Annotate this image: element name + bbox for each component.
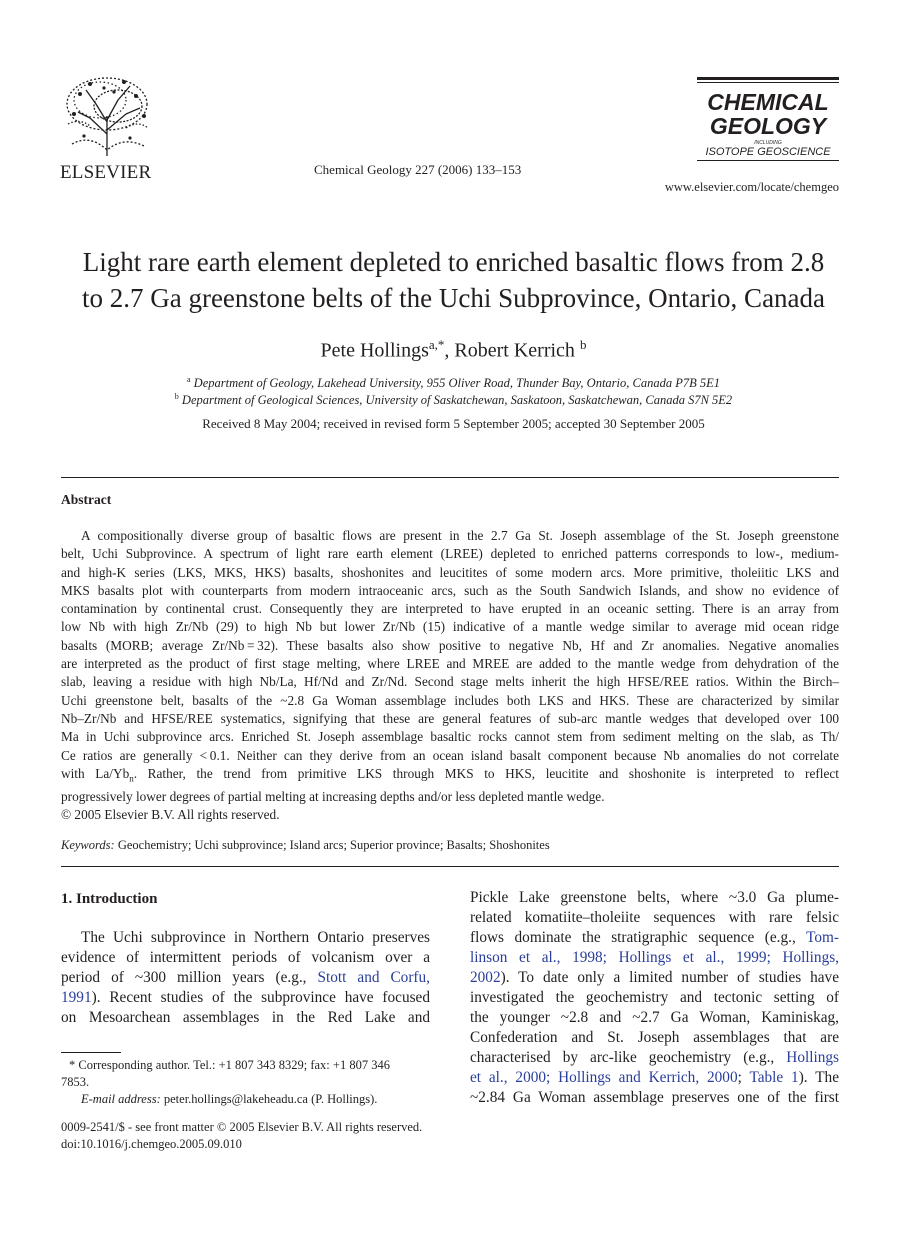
footnote-rule — [61, 1052, 121, 1053]
journal-name-line2: GEOLOGY — [709, 113, 827, 139]
citation-link-stott-corfu-year[interactable]: 1991 — [61, 989, 92, 1006]
abstract-line: Ma in Uchi subprovince arcs. Enriched St. Joseph assemblage basaltic rocks cannot stem from sediment melting on the slab, as Th/ — [61, 729, 839, 745]
footnote-line: 7853. — [61, 1075, 90, 1089]
affiliation-b-text: Department of Geological Sciences, University of Saskatchewan, Saskatoon, Saskatchewan, Canada S7N 5E2 — [181, 393, 733, 408]
email-address[interactable]: peter.hollings@lakeheadu.ca (P. Hollings). — [160, 1092, 378, 1106]
abstract-line: basalts (MORB; average Zr/Nb = 32). These basalts also show positive to negative Nb, Hf and Zr anomalies. Negative anomalies — [61, 637, 839, 653]
author-1-affil: a,* — [428, 337, 445, 352]
citation-link-hollings-kerrich[interactable]: et al., 2000; Hollings and Kerrich, 2000 — [470, 1069, 738, 1086]
affiliation-a-marker: a — [186, 375, 191, 384]
intro-line: The Uchi subprovince in Northern Ontario preserves — [81, 929, 430, 946]
article-title-line1: Light rare earth element depleted to enriched basaltic flows from 2.8 — [82, 247, 825, 277]
journal-subtitle: ISOTOPE GEOSCIENCE — [697, 146, 839, 161]
elsevier-tree-icon — [60, 74, 154, 158]
affiliation-a-text: Department of Geology, Lakehead University, 955 Oliver Road, Thunder Bay, Ontario, Canada P7B 5E1 — [193, 376, 720, 391]
abstract-line: slab, leaving a residue with high Nb/La, Hf/Nd and Zr/Nd. Second stage melts inherit the high HFSE/REE ratios. Within the Birch– — [61, 674, 839, 690]
abstract-line-part: with La/Yb — [61, 765, 130, 781]
article-title — [40, 244, 867, 316]
email-label: E-mail address: — [81, 1092, 161, 1106]
abstract-bottom-rule — [61, 866, 839, 867]
intro-line: on Mesoarchean assemblages in the Red Lake and — [61, 1009, 430, 1026]
citation-link-stott-corfu[interactable]: Stott and Corfu, — [317, 969, 430, 986]
intro-text: flows dominate the stratigraphic sequence (e.g., — [470, 929, 807, 946]
abstract-body — [61, 527, 839, 824]
intro-text: characterised by arc-like geochemistry (e.g., — [470, 1049, 787, 1066]
abstract-heading: Abstract — [61, 492, 112, 507]
abstract-line: A compositionally diverse group of basaltic flows are present in the 2.7 Ga St. Joseph assemblage of the St. Joseph greenstone — [81, 528, 839, 543]
journal-logo-rule-top — [697, 77, 839, 83]
journal-logo — [697, 77, 839, 165]
citation-link-tomlinson[interactable]: Tom- — [806, 929, 839, 946]
abstract-line: and high-K series (LKS, MKS, HKS) basalts, shoshonites and leucitites of some modern arcs. More primitive, tholeiitic LKS and — [61, 564, 839, 580]
journal-including: INCLUDING — [754, 140, 782, 146]
affiliation-b-marker: b — [174, 392, 179, 401]
intro-line — [470, 1068, 839, 1088]
authors — [40, 332, 867, 364]
abstract-subscript: n — [129, 773, 134, 784]
footnote-star: * — [69, 1058, 76, 1072]
keywords — [61, 837, 550, 853]
keywords-label: Keywords: — [61, 838, 115, 852]
intro-line — [470, 968, 839, 988]
author-2: Robert Kerrich — [454, 339, 575, 362]
footnote-line — [61, 1057, 430, 1074]
author-separator: , — [444, 339, 455, 362]
journal-url[interactable]: www.elsevier.com/locate/chemgeo — [664, 180, 839, 194]
author-2-affil: b — [579, 337, 587, 352]
affiliation-b — [40, 389, 867, 408]
intro-text: ). The — [798, 1069, 839, 1086]
table-1-link[interactable]: Table 1 — [749, 1069, 799, 1086]
intro-line — [470, 1048, 839, 1068]
citation-link-hollings-2002[interactable]: 2002 — [470, 969, 501, 986]
footnote-line — [61, 1091, 430, 1108]
footnote-text: Corresponding author. Tel.: +1 807 343 8329; fax: +1 807 346 — [75, 1058, 390, 1072]
doi-line[interactable]: doi:10.1016/j.chemgeo.2005.09.010 — [61, 1137, 242, 1151]
intro-line: Pickle Lake greenstone belts, where ~3.0 Ga plume- — [470, 889, 839, 906]
author-1: Pete Hollings — [320, 339, 429, 362]
abstract-line — [61, 765, 839, 788]
issn-line: 0009-2541/$ - see front matter © 2005 Elsevier B.V. All rights reserved. — [61, 1120, 423, 1134]
intro-line — [61, 988, 430, 1008]
intro-line: Confederation and St. Joseph assemblages that are — [470, 1029, 839, 1046]
abstract-line: low Nb with high Zr/Nb (29) to high Nb but lower Zr/Nb (15) indicative of a mantle wedge similar to average mid ocean ridge — [61, 619, 839, 635]
journal-citation: Chemical Geology 227 (2006) 133–153 — [314, 162, 522, 177]
abstract-line: contamination by continental crust. Consequently they are interpreted to have erupted in an oceanic setting. There is an array from — [61, 601, 839, 617]
elsevier-logo — [60, 74, 154, 183]
journal-name-line1: CHEMICAL — [707, 89, 829, 115]
article-title-line2: to 2.7 Ga greenstone belts of the Uchi Subprovince, Ontario, Canada — [81, 283, 826, 313]
intro-left-column — [61, 928, 430, 1028]
abstract-top-rule — [61, 477, 839, 478]
intro-text: ). Recent studies of the subprovince have focused — [91, 989, 430, 1006]
intro-right-column — [470, 888, 839, 1108]
intro-line — [470, 928, 839, 948]
abstract-line: progressively lower degrees of partial melting at increasing depths and/or less depleted mantle wedge. — [61, 788, 605, 804]
abstract-line-part: . Rather, the trend from primitive LKS through MKS to HKS, leucitite and shoshonite is interpreted to reflect — [133, 765, 839, 781]
citation-link-tomlinson-hollings[interactable]: linson et al., 1998; Hollings et al., 1999; Hollings, — [470, 949, 839, 966]
publisher-name: ELSEVIER — [60, 162, 152, 183]
intro-text: ). To date only a limited number of studies have — [500, 969, 839, 986]
abstract-line: Nb–Zr/Nb and HFSE/REE systematics, signifying that these are general features of sub-arc mantle wedges that developed over 100 — [61, 710, 839, 726]
intro-line — [61, 968, 430, 988]
citation-link-hollings-2000a[interactable]: Hollings — [786, 1049, 839, 1066]
corresponding-author-footnote — [61, 1057, 430, 1108]
intro-line: investigated the geochemistry and tectonic setting of — [470, 989, 839, 1006]
abstract-line: belt, Uchi Subprovince. A spectrum of light rare earth element (LREE) depleted to enriched patterns corresponds to low-, medium- — [61, 546, 839, 562]
intro-line: the younger ~2.8 and ~2.7 Ga Woman, Kaminiskag, — [470, 1009, 839, 1026]
intro-text: ; — [737, 1069, 750, 1086]
abstract-line: Uchi greenstone belt, basalts of the ~2.8 Ga Woman assemblage includes both LKS and HKS. These are characterized by similar — [61, 692, 839, 708]
intro-line — [470, 948, 839, 968]
keywords-list: Geochemistry; Uchi subprovince; Island arcs; Superior province; Basalts; Shoshonites — [114, 838, 550, 852]
intro-text: period of ~300 million years (e.g., — [61, 969, 318, 986]
intro-line: evidence of intermittent periods of volcanism over a — [61, 949, 430, 966]
abstract-line: are interpreted as the product of first stage melting, where LREE and MREE are added to the mantle wedge from dehydration of the — [61, 656, 839, 672]
intro-line: related komatiite–tholeiite sequences with rare felsic — [470, 909, 839, 926]
abstract-line: MKS basalts plot with counterparts from modern intraoceanic arcs, such as the South Sandwich Islands, and show no evidence of — [61, 582, 839, 598]
intro-line: ~2.84 Ga Woman assemblage preserves one of the first — [470, 1089, 839, 1106]
abstract-copyright: © 2005 Elsevier B.V. All rights reserved. — [61, 807, 280, 823]
article-dates: Received 8 May 2004; received in revised form 5 September 2005; accepted 30 September 2005 — [202, 416, 705, 431]
section-heading-introduction: 1. Introduction — [61, 891, 158, 907]
abstract-line: Ce ratios are generally < 0.1. Neither can they derive from an ocean island basalt component because Nb anomalies do not correlate — [61, 747, 839, 763]
